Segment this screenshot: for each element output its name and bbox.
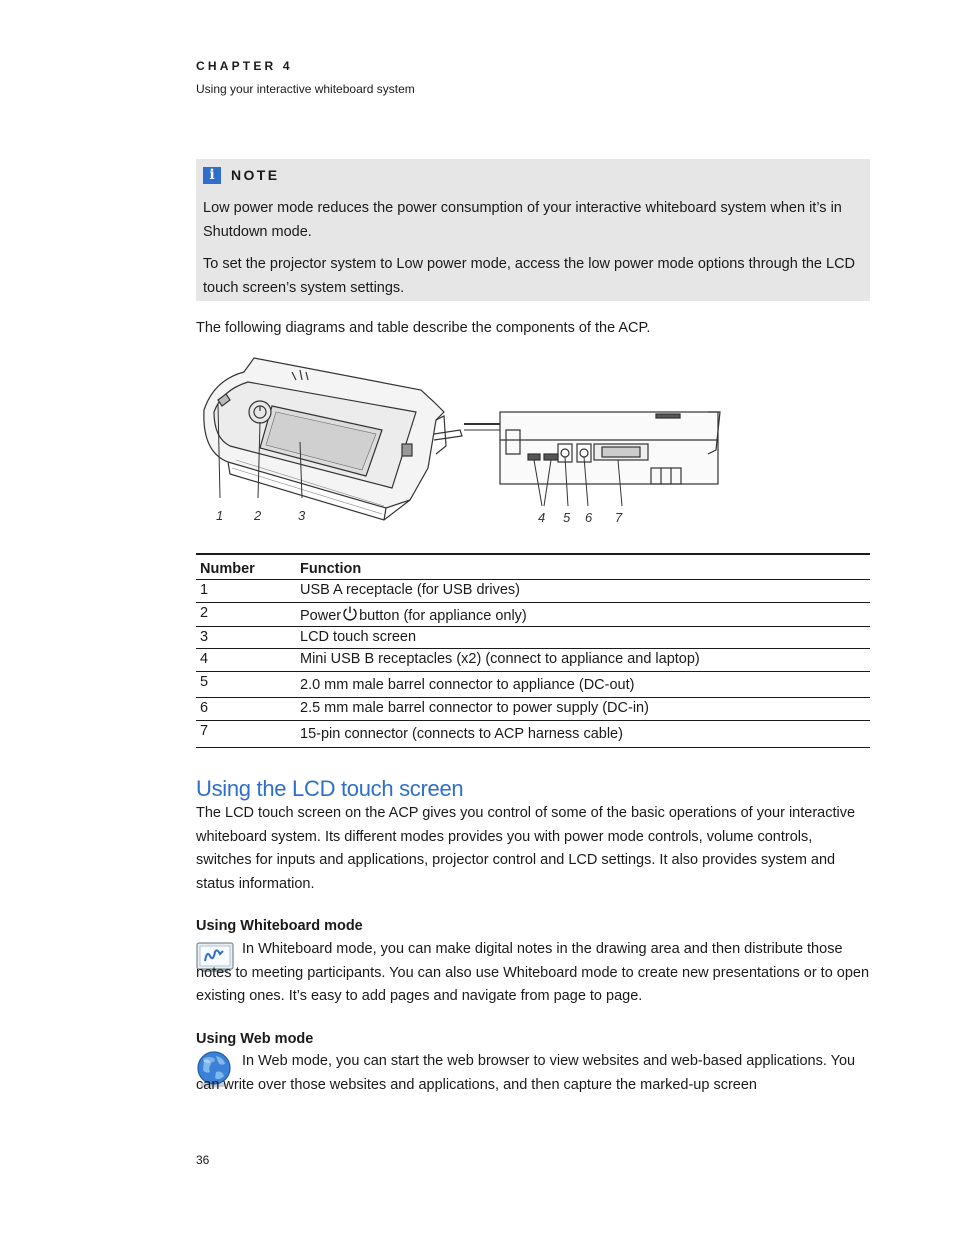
row-number: 4 <box>196 649 296 672</box>
row-number: 3 <box>196 627 296 649</box>
column-header-number: Number <box>196 554 296 580</box>
section-body: The LCD touch screen on the ACP gives you control of some of the basic operations of your interactive whiteboard system. Its different modes provides you with power mode controls, volume controls, switches for inputs and applications, projector control and LCD settings. It also provides system and status information. <box>196 805 856 892</box>
chapter-label: CHAPTER 4 <box>196 59 293 73</box>
row-number: 5 <box>196 672 296 698</box>
callout-3: 3 <box>298 508 306 523</box>
row-function: USB A receptacle (for USB drives) <box>296 580 870 603</box>
acp-diagram-svg <box>196 350 726 530</box>
note-paragraph-2: To set the projector system to Low power mode, access the low power mode options through the LCD touch screen’s system settings. <box>203 256 856 296</box>
row-function: 2.0 mm male barrel connector to appliance (DC-out) <box>296 672 870 698</box>
whiteboard-mode-heading: Using Whiteboard mode <box>196 918 363 934</box>
note-paragraph-1: Low power mode reduces the power consumption of your interactive whiteboard system when it’s in Shutdown mode. <box>203 200 842 240</box>
callout-2: 2 <box>254 508 262 523</box>
table-header-row <box>196 554 870 580</box>
components-table <box>196 553 870 748</box>
acp-diagram <box>196 350 726 535</box>
table-row <box>196 580 870 603</box>
row-function-before: Power <box>300 608 342 624</box>
table-row <box>196 672 870 698</box>
row-number: 2 <box>196 603 296 627</box>
table-row <box>196 649 870 672</box>
whiteboard-mode-body: In Whiteboard mode, you can make digital notes in the drawing area and then distribute those notes to meeting participants. You can also use Whiteboard mode to create new presentations or to open existing ones. It’s easy to add pages and navigate from page to page. <box>196 941 870 1004</box>
row-function: 2.5 mm male barrel connector to power supply (DC-in) <box>296 698 870 721</box>
table-row <box>196 721 870 748</box>
page-number: 36 <box>196 1153 210 1167</box>
row-function-after: button (for appliance only) <box>359 608 527 624</box>
callout-7: 7 <box>615 510 623 525</box>
note-title: NOTE <box>231 167 280 183</box>
table-row <box>196 698 870 721</box>
row-function: 15-pin connector (connects to ACP harness cable) <box>296 721 870 748</box>
acp-rear-illustration <box>464 412 720 484</box>
callout-1: 1 <box>216 508 224 523</box>
row-number: 6 <box>196 698 296 721</box>
note-box <box>196 159 870 301</box>
callout-6: 6 <box>585 510 593 525</box>
section-heading: Using the LCD touch screen <box>196 776 464 801</box>
row-number: 1 <box>196 580 296 603</box>
power-icon <box>342 605 358 621</box>
table-row <box>196 627 870 649</box>
callout-5: 5 <box>563 510 571 525</box>
info-icon: i <box>203 167 221 184</box>
acp-perspective-illustration <box>204 358 462 520</box>
row-function: LCD touch screen <box>296 627 870 649</box>
row-function: Mini USB B receptacles (x2) (connect to appliance and laptop) <box>296 649 870 672</box>
table-row <box>196 603 870 627</box>
chapter-subtitle: Using your interactive whiteboard system <box>196 82 415 96</box>
row-number: 7 <box>196 721 296 748</box>
column-header-function: Function <box>296 554 870 580</box>
intro-text: The following diagrams and table describe the components of the ACP. <box>196 320 651 336</box>
web-mode-body: In Web mode, you can start the web browser to view websites and web-based applications. You can write over those websites and applications, and then capture the marked-up screen <box>196 1053 856 1093</box>
row-function <box>296 603 870 627</box>
web-mode-heading: Using Web mode <box>196 1031 314 1047</box>
callout-4: 4 <box>538 510 546 525</box>
